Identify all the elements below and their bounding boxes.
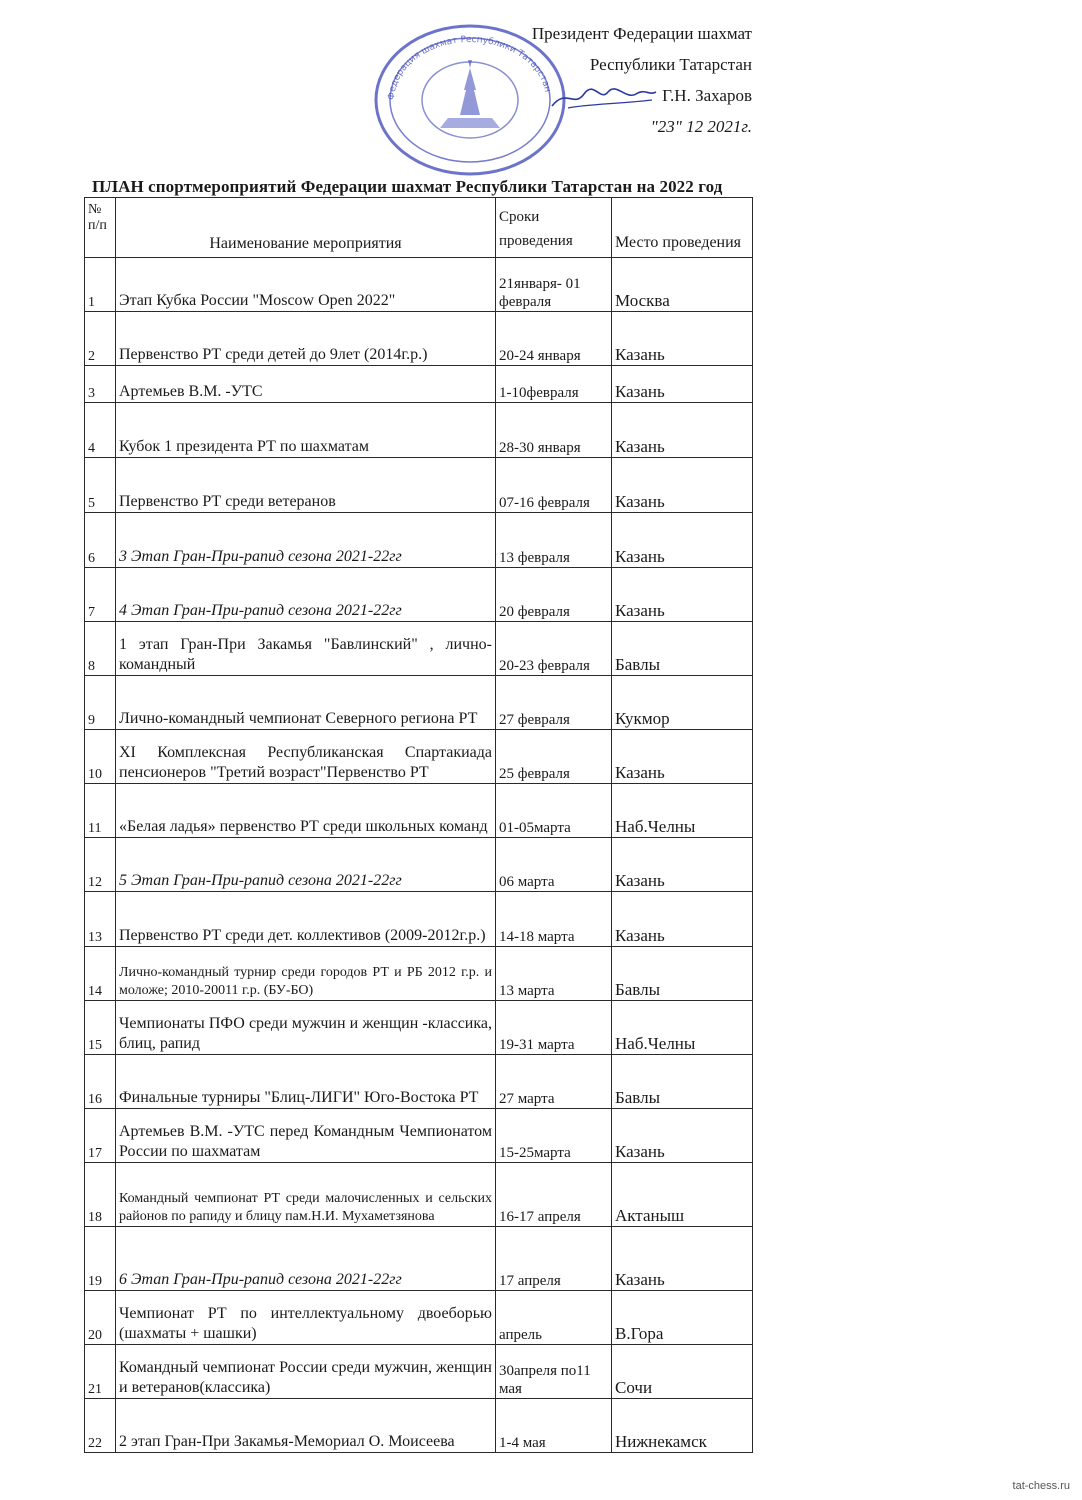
header-number: № п/п [85, 198, 116, 258]
event-name: 3 Этап Гран-При-рапид сезона 2021-22гг [116, 513, 496, 568]
event-name: Чемпионат РТ по интеллектуальному двоеборью (шахматы + шашки) [116, 1291, 496, 1345]
row-number: 12 [85, 838, 116, 892]
event-venue: Казань [612, 312, 753, 366]
row-number: 5 [85, 458, 116, 513]
event-name: Первенство РТ среди детей до 9лет (2014г.р.) [116, 312, 496, 366]
table-row [85, 366, 753, 403]
table-row [85, 1001, 753, 1055]
table-row [85, 312, 753, 366]
event-dates: 27 февраля [496, 676, 612, 730]
table-row [85, 1109, 753, 1163]
table-row [85, 1291, 753, 1345]
table-row [85, 1345, 753, 1399]
events-table [84, 197, 753, 1453]
table-row [85, 258, 753, 312]
row-number: 16 [85, 1055, 116, 1109]
event-name: Первенство РТ среди ветеранов [116, 458, 496, 513]
row-number: 15 [85, 1001, 116, 1055]
approval-block [470, 18, 752, 142]
table-row [85, 458, 753, 513]
row-number: 8 [85, 622, 116, 676]
event-name: Артемьев В.М. -УТС [116, 366, 496, 403]
event-name: «Белая ладья» первенство РТ среди школьных команд [116, 784, 496, 838]
header-event-name: Наименование мероприятия [116, 198, 496, 258]
events-table-body [85, 258, 753, 1453]
event-venue: Бавлы [612, 947, 753, 1001]
event-venue: Наб.Челны [612, 784, 753, 838]
row-number: 9 [85, 676, 116, 730]
event-venue: Москва [612, 258, 753, 312]
event-venue: Казань [612, 892, 753, 947]
event-venue: Казань [612, 730, 753, 784]
event-dates: 13 марта [496, 947, 612, 1001]
event-name: XI Комплексная Республиканская Спартакиада пенсионеров "Третий возраст"Первенство РТ [116, 730, 496, 784]
row-number: 17 [85, 1109, 116, 1163]
row-number: 2 [85, 312, 116, 366]
event-name: Лично-командный турнир среди городов РТ и РБ 2012 г.р. и моложе; 2010-20011 г.р. (БУ-БО) [116, 947, 496, 1001]
row-number: 1 [85, 258, 116, 312]
event-name: Первенство РТ среди дет. коллективов (2009-2012г.р.) [116, 892, 496, 947]
event-venue: Казань [612, 403, 753, 458]
row-number: 14 [85, 947, 116, 1001]
header-dates: Сроки проведения [496, 198, 612, 258]
event-name: Командный чемпионат РТ среди малочисленных и сельских районов по рапиду и блицу пам.Н.И. Мухаметзянова [116, 1163, 496, 1227]
event-venue: Актаныш [612, 1163, 753, 1227]
event-venue: Казань [612, 1109, 753, 1163]
event-dates: апрель [496, 1291, 612, 1345]
event-name: 5 Этап Гран-При-рапид сезона 2021-22гг [116, 838, 496, 892]
approval-position: Президент Федерации шахмат [531, 24, 752, 43]
document-title: ПЛАН спортмероприятий Федерации шахмат Республики Татарстан на 2022 год [92, 177, 723, 196]
header-venue: Место проведения [612, 198, 753, 258]
table-row [85, 568, 753, 622]
event-dates: 1-10февраля [496, 366, 612, 403]
event-venue: Казань [612, 513, 753, 568]
event-dates: 20 февраля [496, 568, 612, 622]
table-row [85, 513, 753, 568]
table-row [85, 676, 753, 730]
event-dates: 1-4 мая [496, 1399, 612, 1453]
event-dates: 13 февраля [496, 513, 612, 568]
row-number: 19 [85, 1227, 116, 1291]
event-venue: Казань [612, 1227, 753, 1291]
event-dates: 06 марта [496, 838, 612, 892]
row-number: 10 [85, 730, 116, 784]
event-dates: 17 апреля [496, 1227, 612, 1291]
event-name: Финальные турниры "Блиц-ЛИГИ" Юго-Востока РТ [116, 1055, 496, 1109]
table-row [85, 947, 753, 1001]
approval-organization: Республики Татарстан [589, 55, 752, 74]
event-venue: Бавлы [612, 1055, 753, 1109]
row-number: 4 [85, 403, 116, 458]
event-name: 4 Этап Гран-При-рапид сезона 2021-22гг [116, 568, 496, 622]
event-venue: Казань [612, 458, 753, 513]
event-name: Артемьев В.М. -УТС перед Командным Чемпионатом России по шахматам [116, 1109, 496, 1163]
event-dates: 01-05марта [496, 784, 612, 838]
table-row [85, 784, 753, 838]
event-name: Командный чемпионат России среди мужчин, женщин и ветеранов(классика) [116, 1345, 496, 1399]
event-venue: Бавлы [612, 622, 753, 676]
row-number: 22 [85, 1399, 116, 1453]
event-dates: 25 февраля [496, 730, 612, 784]
event-name: 6 Этап Гран-При-рапид сезона 2021-22гг [116, 1227, 496, 1291]
table-row [85, 892, 753, 947]
approval-date: "23" 12 2021г. [650, 117, 752, 136]
table-row [85, 838, 753, 892]
table-row [85, 1055, 753, 1109]
event-dates: 21января- 01 февраля [496, 258, 612, 312]
table-row [85, 1163, 753, 1227]
event-name: Чемпионаты ПФО среди мужчин и женщин -классика, блиц, рапид [116, 1001, 496, 1055]
event-dates: 14-18 марта [496, 892, 612, 947]
row-number: 6 [85, 513, 116, 568]
event-dates: 19-31 марта [496, 1001, 612, 1055]
event-dates: 15-25марта [496, 1109, 612, 1163]
row-number: 7 [85, 568, 116, 622]
table-header-row [85, 198, 753, 258]
event-dates: 20-23 февраля [496, 622, 612, 676]
event-venue: Сочи [612, 1345, 753, 1399]
event-venue: Наб.Челны [612, 1001, 753, 1055]
table-row [85, 622, 753, 676]
event-name: 1 этап Гран-При Закамья "Бавлинский" , лично-командный [116, 622, 496, 676]
event-name: Этап Кубка России "Moscow Open 2022" [116, 258, 496, 312]
row-number: 11 [85, 784, 116, 838]
site-watermark: tat-chess.ru [1012, 1480, 1070, 1492]
event-dates: 28-30 января [496, 403, 612, 458]
event-name: Кубок 1 президента РТ по шахматам [116, 403, 496, 458]
event-venue: Казань [612, 838, 753, 892]
table-row [85, 1399, 753, 1453]
event-dates: 20-24 января [496, 312, 612, 366]
event-dates: 07-16 февраля [496, 458, 612, 513]
table-row [85, 730, 753, 784]
event-dates: 27 марта [496, 1055, 612, 1109]
event-name: 2 этап Гран-При Закамья-Мемориал О. Моисеева [116, 1399, 496, 1453]
event-name: Лично-командный чемпионат Северного региона РТ [116, 676, 496, 730]
event-dates: 30апреля по11 мая [496, 1345, 612, 1399]
event-dates: 16-17 апреля [496, 1163, 612, 1227]
row-number: 21 [85, 1345, 116, 1399]
row-number: 18 [85, 1163, 116, 1227]
event-venue: Казань [612, 366, 753, 403]
event-venue: В.Гора [612, 1291, 753, 1345]
row-number: 20 [85, 1291, 116, 1345]
event-venue: Нижнекамск [612, 1399, 753, 1453]
row-number: 3 [85, 366, 116, 403]
event-venue: Кукмор [612, 676, 753, 730]
approval-name: Г.Н. Захаров [662, 86, 752, 105]
table-row [85, 1227, 753, 1291]
event-venue: Казань [612, 568, 753, 622]
table-row [85, 403, 753, 458]
seal-text: Федерация шахмат Республики Татарстан [386, 34, 553, 101]
row-number: 13 [85, 892, 116, 947]
